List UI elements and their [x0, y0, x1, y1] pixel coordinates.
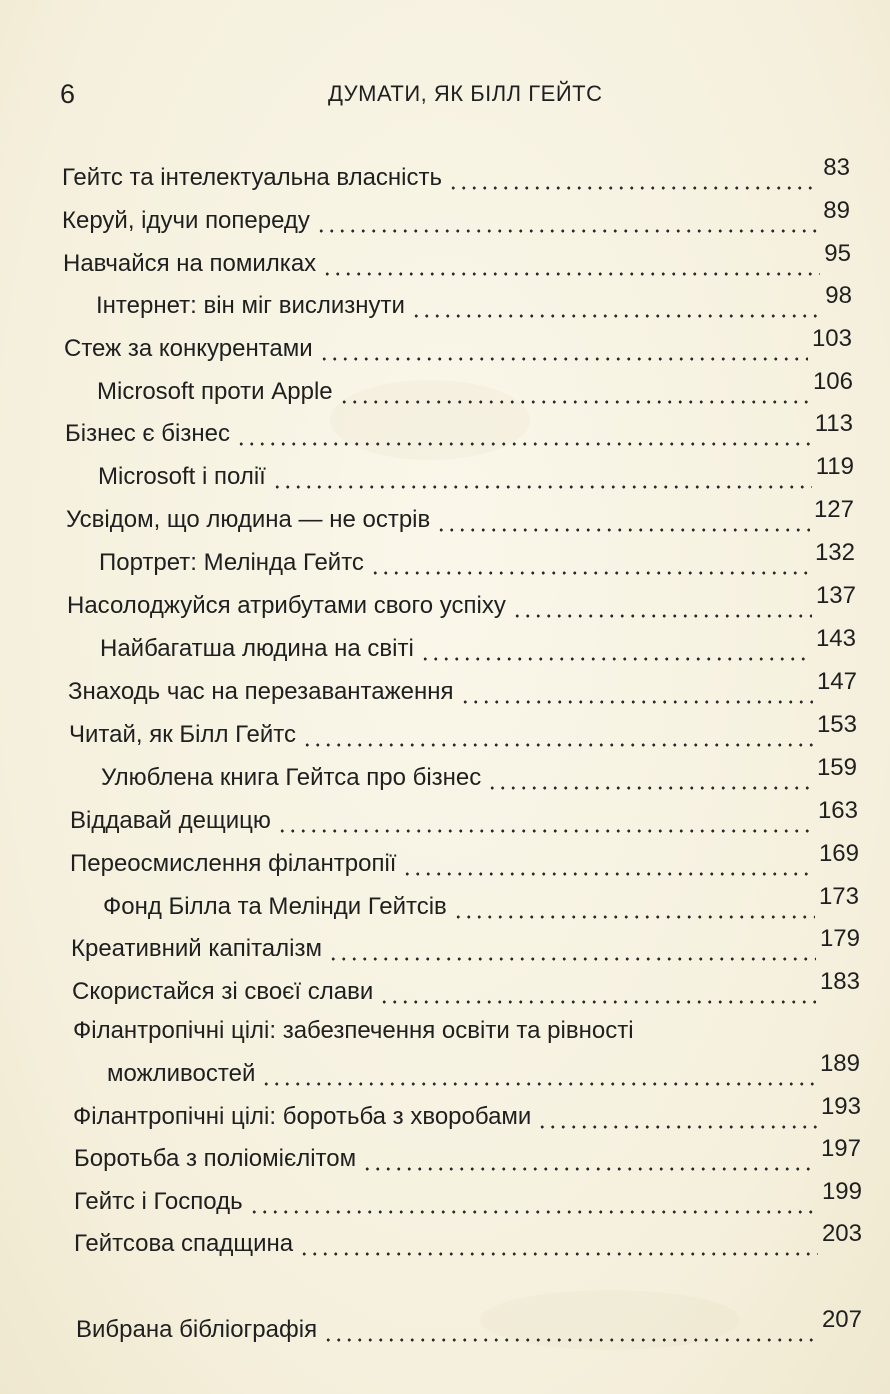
toc-entry-title: Віддавай дещицю: [70, 807, 271, 834]
toc-entry: [107, 1050, 860, 1090]
toc-entry: [63, 240, 851, 280]
toc-entry-title: Переосмислення філантропії: [70, 850, 397, 877]
toc-entry-page: 83: [823, 154, 850, 181]
toc-entry-page: 147: [816, 668, 857, 695]
toc-entry-page: 95: [824, 240, 851, 267]
dot-leader: [328, 933, 816, 965]
dot-leader: [299, 1228, 818, 1260]
dot-leader: [420, 633, 812, 665]
toc-entry-title: Вибрана бібліографія: [76, 1316, 318, 1343]
toc-entry: [70, 797, 858, 837]
toc-entry: [64, 325, 852, 365]
toc-entry: [74, 1178, 862, 1218]
toc-entry-page: 163: [817, 797, 858, 824]
dot-leader: [370, 547, 811, 579]
toc-entry-page: 159: [816, 754, 857, 781]
dot-leader: [402, 848, 815, 880]
toc-entry: [74, 1220, 862, 1260]
toc-entry-title: Усвідом, що людина — не острів: [66, 506, 431, 533]
toc-entry-title: Інтернет: він міг вислизнути: [96, 292, 405, 319]
toc-entry: [65, 410, 853, 450]
dot-leader: [236, 418, 811, 450]
toc-entry-title: Microsoft проти Apple: [97, 378, 333, 405]
toc-entry-title: Microsoft і полії: [98, 463, 266, 490]
toc-subentry: [96, 282, 852, 322]
toc-entry-title: Читай, як Білл Гейтс: [69, 721, 297, 748]
running-title: ДУМАТИ, ЯК БІЛЛ ГЕЙТС: [328, 81, 603, 106]
dot-leader: [453, 891, 815, 923]
toc-entry-title: Навчайся на помилках: [63, 250, 317, 277]
toc-entry-page: 179: [819, 925, 860, 952]
dot-leader: [322, 248, 820, 280]
dot-leader: [261, 1058, 816, 1090]
toc-entry-page: 89: [823, 197, 850, 224]
toc-entry: [74, 1135, 861, 1175]
toc-entry-title: Філантропічні цілі: боротьба з хворобами: [73, 1103, 532, 1130]
toc-entry-title: Скористайся зі своєї слави: [72, 978, 374, 1005]
toc-entry: [67, 582, 856, 622]
dot-leader: [411, 290, 821, 322]
toc-entry-page: 203: [821, 1220, 862, 1247]
dot-leader: [512, 590, 812, 622]
toc-entry: [76, 1306, 862, 1346]
toc-entry-page: 98: [825, 282, 852, 309]
dot-leader: [316, 205, 819, 237]
toc-entry-title: Знаходь час на перезавантаження: [68, 678, 454, 705]
toc-entry-title: Бізнес є бізнес: [65, 420, 230, 447]
toc-entry-page: 127: [813, 496, 854, 523]
toc-entry-page: 153: [816, 711, 857, 738]
toc-entry-page: 169: [818, 840, 859, 867]
toc-entry-page: 137: [815, 582, 856, 609]
toc-entry-page: 197: [820, 1135, 861, 1162]
toc-entry-title: Портрет: Мелінда Гейтс: [99, 549, 364, 576]
toc-entry-title: Гейтс і Господь: [74, 1188, 243, 1215]
toc-subentry: [101, 754, 857, 794]
toc-subentry: [97, 368, 853, 408]
toc-entry-title: Насолоджуйся атрибутами свого успіху: [67, 592, 506, 619]
toc-subentry: [103, 883, 859, 923]
dot-leader: [537, 1101, 817, 1133]
toc-entry-page: 199: [821, 1178, 862, 1205]
toc-entry: [69, 711, 857, 751]
dot-leader: [448, 162, 819, 194]
dot-leader: [249, 1186, 818, 1218]
toc-entry-title: Гейтсова спадщина: [74, 1230, 294, 1257]
dot-leader: [379, 976, 816, 1008]
dot-leader: [323, 1314, 818, 1346]
dot-leader: [302, 719, 813, 751]
toc-entry-page: 106: [812, 368, 853, 395]
toc-entry-page: 193: [820, 1093, 861, 1120]
toc-entry-page: 132: [814, 539, 855, 566]
toc-entry: [72, 968, 860, 1008]
toc-entry-page: 183: [819, 968, 860, 995]
dot-leader: [487, 762, 813, 794]
toc-entry-page: 143: [815, 625, 856, 652]
toc-entry-page: 103: [811, 325, 852, 352]
toc-entry: [62, 154, 850, 194]
toc-entry: [62, 197, 850, 237]
toc-entry-page: 173: [818, 883, 859, 910]
toc-entry-title: Боротьба з поліомієлітом: [74, 1145, 357, 1172]
toc-entry-page: 119: [815, 453, 854, 480]
toc-entry-title: Керуй, ідучи попереду: [62, 207, 310, 234]
toc-entry-title: Креативний капіталізм: [71, 935, 322, 962]
dot-leader: [362, 1143, 817, 1175]
dot-leader: [436, 504, 810, 536]
dot-leader: [460, 676, 813, 708]
dot-leader: [319, 333, 808, 365]
toc-entry-title: Фонд Білла та Мелінди Гейтсів: [103, 893, 447, 920]
toc-entry: [68, 668, 857, 708]
toc-subentry: [99, 539, 855, 579]
toc-entry-title: Найбагатша людина на світі: [100, 635, 414, 662]
toc-entry-page: 207: [821, 1306, 862, 1333]
toc-entry-title-line1: Філантропічні цілі: забезпечення освіти та рівності: [73, 1017, 634, 1044]
toc-subentry: [100, 625, 856, 665]
dot-leader: [272, 461, 812, 493]
page-number: 6: [60, 79, 76, 109]
toc-entry-title: можливостей: [107, 1060, 256, 1087]
toc-entry: [66, 496, 854, 536]
toc-entry-page: 113: [814, 410, 853, 437]
toc-entry-title: Стеж за конкурентами: [64, 335, 313, 362]
toc-subentry: [98, 453, 854, 493]
toc-entry-page: 189: [819, 1050, 860, 1077]
toc-entry: [70, 840, 859, 880]
toc-entry: [73, 1093, 861, 1133]
toc-entry: [71, 925, 860, 965]
dot-leader: [277, 805, 814, 837]
toc-entry-title: Улюблена книга Гейтса про бізнес: [101, 764, 482, 791]
toc-entry-title: Гейтс та інтелектуальна власність: [62, 164, 443, 191]
dot-leader: [339, 376, 809, 408]
